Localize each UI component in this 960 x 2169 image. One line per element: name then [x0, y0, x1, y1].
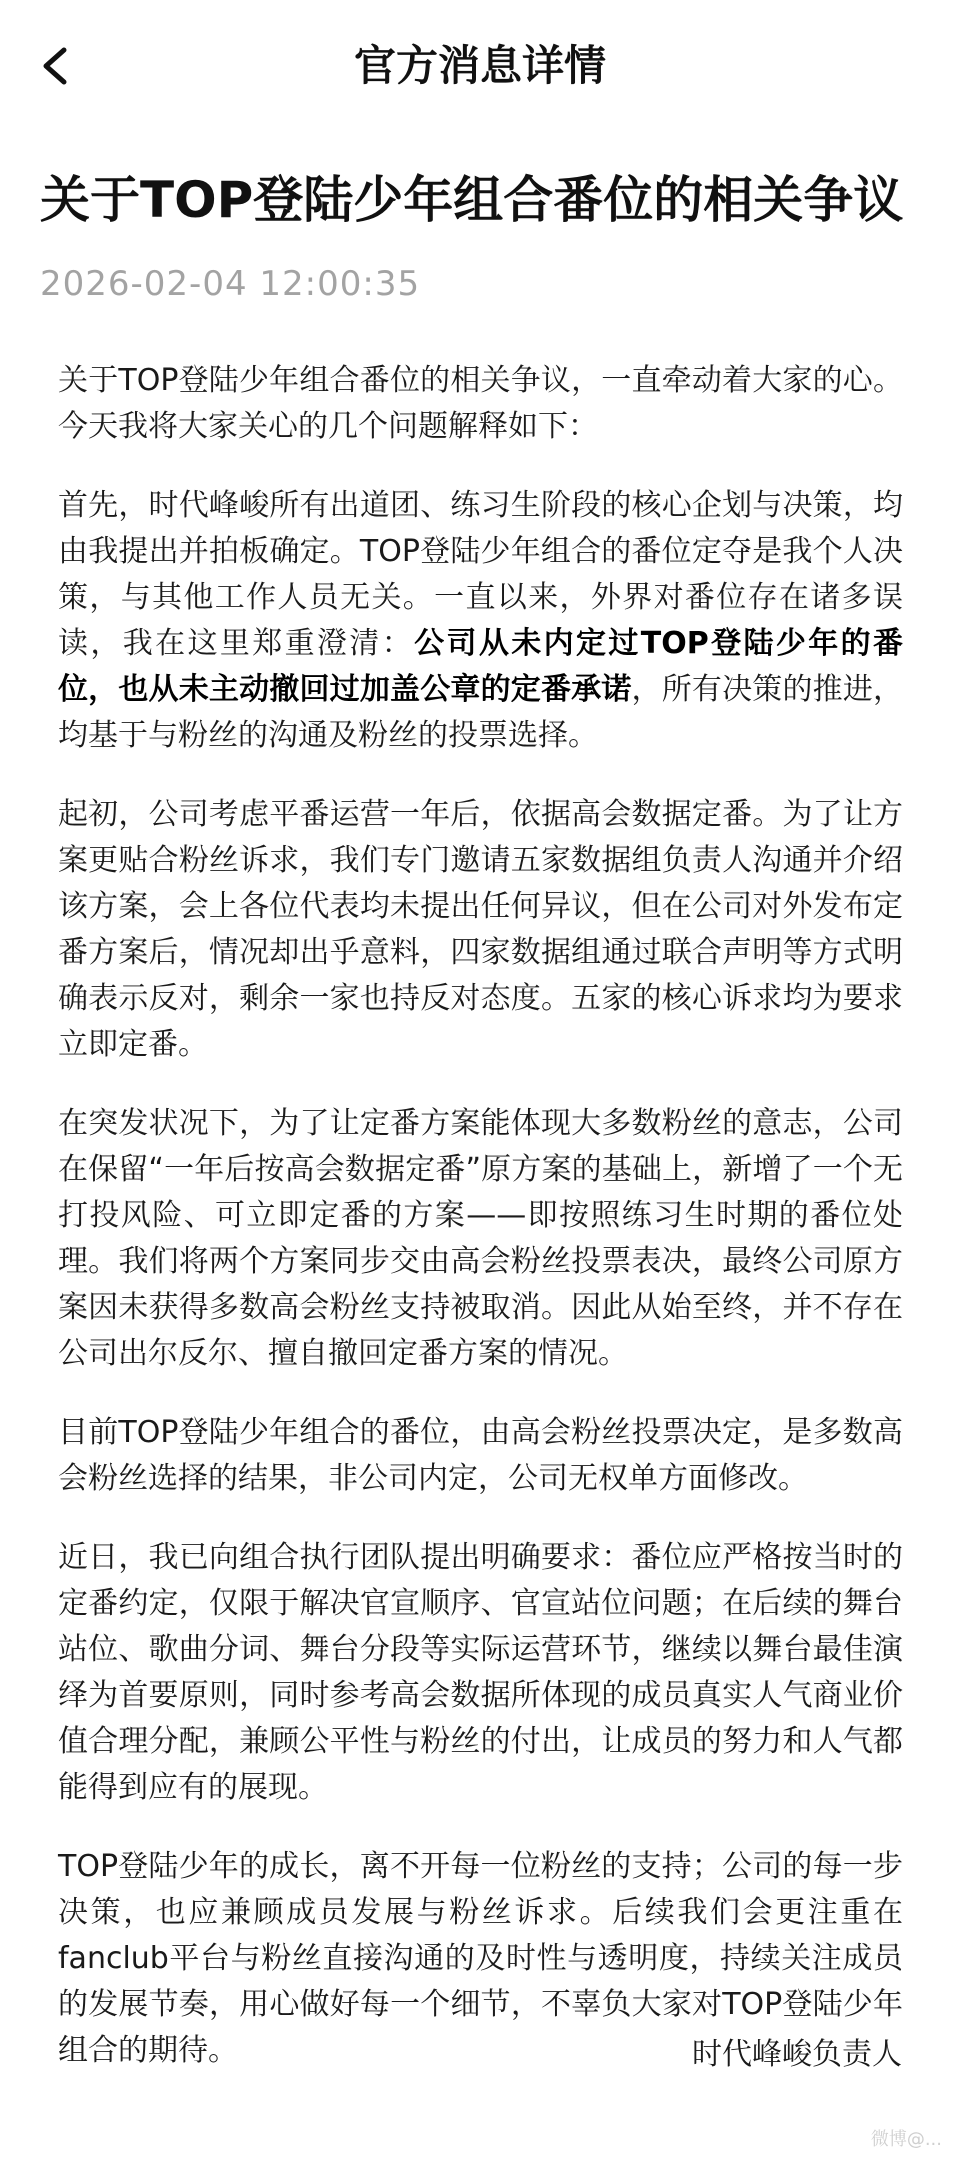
- emphasized-statement: 公司从未内定过TOP登陆少年的番位，也从未主动撤回过加盖公章的定番承诺: [58, 626, 903, 707]
- paragraph-intro: 关于TOP登陆少年组合番位的相关争议，一直牵动着大家的心。今天我将大家关心的几个问题解释如下：: [58, 363, 903, 444]
- watermark: 微博@...: [870, 2129, 942, 2150]
- signature: 时代峰峻负责人: [692, 2037, 902, 2072]
- paragraph-text: ，所有决策的推进，均基于与粉丝的沟通及粉丝的投票选择。: [58, 672, 904, 753]
- article-title: 关于TOP登陆少年组合番位的相关争议: [40, 171, 904, 229]
- nav-bar: [0, 0, 960, 135]
- paragraph-clarification: [58, 483, 903, 759]
- page-title: 官方消息详情: [353, 41, 606, 90]
- paragraph-current-status: 目前TOP登陆少年组合的番位，由高会粉丝投票决定，是多数高会粉丝选择的结果，非公司内定，公司无权单方面修改。: [58, 1415, 903, 1496]
- article-body: [58, 358, 903, 2107]
- paragraph-background: 起初，公司考虑平番运营一年后，依据高会数据定番。为了让方案更贴合粉丝诉求，我们专门邀请五家数据组负责人沟通并介绍该方案，会上各位代表均未提出任何异议，但在公司对外发布定番方案后，情况却出乎意料，四家数据组通过联合声明等方式明确表示反对，剩余一家也持反对态度。五家的核心诉求均为要求立即定番。: [58, 797, 903, 1062]
- article-timestamp: 2026-02-04 12:00:35: [40, 264, 421, 304]
- paragraph-new-plan: 在突发状况下，为了让定番方案能体现大多数粉丝的意志，公司在保留“一年后按高会数据定番”原方案的基础上，新增了一个无打投风险、可立即定番的方案——即按照练习生时期的番位处理。我们将两个方案同步交由高会粉丝投票表决，最终公司原方案因未获得多数高会粉丝支持被取消。因此从始至终，并不存在公司出尔反尔、擅自撤回定番方案的情况。: [58, 1106, 903, 1371]
- paragraph-requirements: 近日，我已向组合执行团队提出明确要求：番位应严格按当时的定番约定，仅限于解决官宣顺序、官宣站位问题；在后续的舞台站位、歌曲分词、舞台分段等实际运营环节，继续以舞台最佳演绎为首要原则，同时参考高会数据所体现的成员真实人气商业价值合理分配，兼顾公平性与粉丝的付出，让成员的努力和人气都能得到应有的展现。: [58, 1540, 903, 1805]
- paragraph-closing: TOP登陆少年的成长，离不开每一位粉丝的支持；公司的每一步决策，也应兼顾成员发展与粉丝诉求。后续我们会更注重在fanclub平台与粉丝直接沟通的及时性与透明度，持续关注成员的发展节奏，用心做好每一个细节，不辜负大家对TOP登陆少年组合的期待。: [58, 1849, 903, 2068]
- paragraph-text: 首先，时代峰峻所有出道团、练习生阶段的核心企划与决策，均由我提出并拍板确定。TOP登陆少年组合的番位定夺是我个人决策，与其他工作人员无关。一直以来，外界对番位存在诸多误读，我在这里郑重澄清：: [58, 488, 903, 661]
